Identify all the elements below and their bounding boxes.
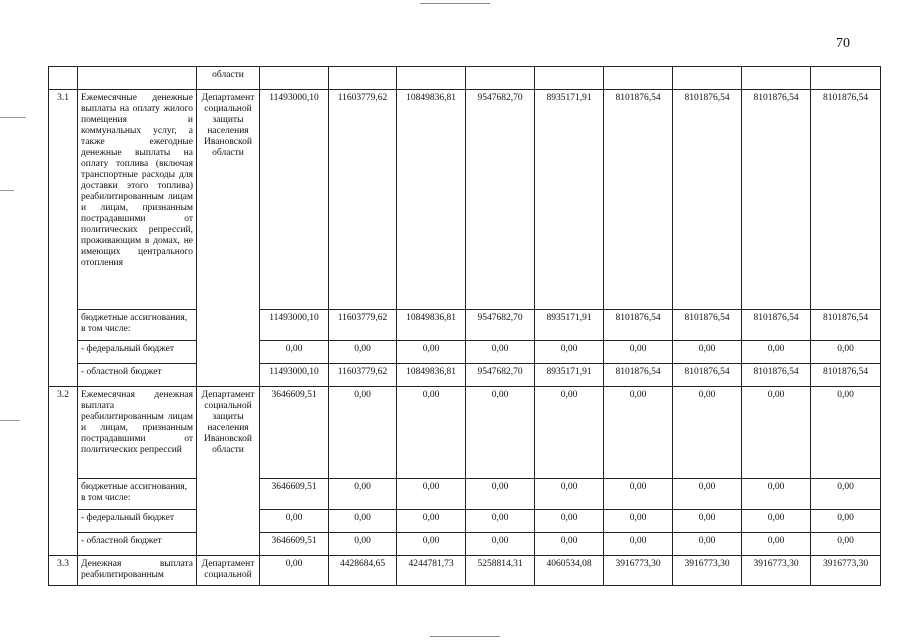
value-cell: 0,00 [535,479,604,510]
table-row [49,533,881,556]
value-cell: 0,00 [535,387,604,479]
row-description: Ежемесячные денежные выплаты на оплату жилого помещения и коммунальных услуг, а также ежегодные денежные выплаты на оплату топлива (включая транспортные расходы для доставки этого топлива) реабилитированным лицам и лицам, признанным пострадавшими от политических репрессий, проживающим в домах, не имеющих центрального отопления [78,90,197,310]
value-cell: 0,00 [742,533,811,556]
table-cell [329,67,397,90]
federal-label: - федеральный бюджет [78,510,197,533]
value-cell: 8101876,54 [811,364,881,387]
value-cell: 4244781,73 [397,556,466,586]
table-cell [78,67,197,90]
value-cell: 0,00 [535,341,604,364]
value-cell: 3916773,30 [673,556,742,586]
value-cell: 8101876,54 [673,364,742,387]
executor-cell: Департамент социальной защиты населения Ивановской области [197,90,260,387]
page-number: 70 [836,36,850,51]
regional-label: - областной бюджет [78,533,197,556]
value-cell: 0,00 [329,479,397,510]
value-cell: 0,00 [329,510,397,533]
value-cell: 0,00 [535,533,604,556]
value-cell: 0,00 [466,479,535,510]
value-cell: 11603779,62 [329,364,397,387]
value-cell: 8935171,91 [535,310,604,341]
value-cell: 4060534,08 [535,556,604,586]
value-cell: 0,00 [466,533,535,556]
table-cell [397,67,466,90]
value-cell: 3916773,30 [604,556,673,586]
value-cell: 0,00 [604,387,673,479]
executor-cell: Департамент социальной защиты населения Ивановской области [197,387,260,556]
value-cell: 9547682,70 [466,364,535,387]
value-cell: 0,00 [673,387,742,479]
table-row [49,310,881,341]
scan-line-top [420,3,490,4]
value-cell: 8935171,91 [535,90,604,310]
value-cell: 11493000,10 [260,364,329,387]
value-cell: 11603779,62 [329,310,397,341]
value-cell: 0,00 [742,387,811,479]
value-cell: 0,00 [329,341,397,364]
value-cell: 9547682,70 [466,310,535,341]
value-cell: 0,00 [260,556,329,586]
row-index: 3.3 [49,556,78,586]
scan-line-bottom [430,636,500,637]
value-cell: 0,00 [604,510,673,533]
value-cell: 0,00 [329,387,397,479]
budget-label: бюджетные ассигнования, в том числе: [78,479,197,510]
value-cell: 10849836,81 [397,364,466,387]
value-cell: 0,00 [673,510,742,533]
budget-table [48,66,881,586]
row-index: 3.1 [49,90,78,387]
value-cell: 0,00 [811,533,881,556]
table-cell [49,67,78,90]
table-cell [811,67,881,90]
table-row [49,364,881,387]
table-row [49,479,881,510]
value-cell: 0,00 [673,533,742,556]
value-cell: 4428684,65 [329,556,397,586]
value-cell: 0,00 [397,387,466,479]
table-cell [604,67,673,90]
table-row [49,90,881,310]
value-cell: 0,00 [397,533,466,556]
value-cell: 0,00 [673,479,742,510]
value-cell: 0,00 [811,341,881,364]
value-cell: 8101876,54 [604,310,673,341]
value-cell: 3916773,30 [742,556,811,586]
value-cell: 0,00 [397,510,466,533]
value-cell: 8935171,91 [535,364,604,387]
value-cell: 11493000,10 [260,310,329,341]
table-cell [260,67,329,90]
value-cell: 0,00 [673,341,742,364]
budget-label: бюджетные ассигнования, в том числе: [78,310,197,341]
value-cell: 0,00 [742,510,811,533]
row-description: Ежемесячная денежная выплата реабилитированным лицам и лицам, признанным пострадавшими от политических репрессий [78,387,197,479]
table-cell [535,67,604,90]
table-row [49,510,881,533]
scan-mark [0,190,14,191]
table-cell [673,67,742,90]
value-cell: 8101876,54 [673,310,742,341]
row-description: Денежная выплата реабилитированным [78,556,197,586]
value-cell: 0,00 [811,510,881,533]
value-cell: 8101876,54 [742,364,811,387]
value-cell: 8101876,54 [742,90,811,310]
value-cell: 0,00 [329,533,397,556]
value-cell: 0,00 [604,533,673,556]
table-row [49,341,881,364]
table-header-row [49,67,881,90]
value-cell: 0,00 [260,510,329,533]
table-row [49,387,881,479]
value-cell: 0,00 [466,341,535,364]
table-row [49,556,881,586]
value-cell: 10849836,81 [397,90,466,310]
value-cell: 0,00 [742,341,811,364]
scan-mark [0,117,26,118]
value-cell: 5258814,31 [466,556,535,586]
value-cell: 11493000,10 [260,90,329,310]
value-cell: 0,00 [604,341,673,364]
regional-label: - областной бюджет [78,364,197,387]
row-index: 3.2 [49,387,78,556]
value-cell: 8101876,54 [604,364,673,387]
scan-mark [0,420,20,421]
value-cell: 0,00 [535,510,604,533]
value-cell: 0,00 [466,387,535,479]
value-cell: 8101876,54 [742,310,811,341]
value-cell: 0,00 [260,341,329,364]
executor-cell: области [197,67,260,90]
value-cell: 0,00 [397,341,466,364]
value-cell: 8101876,54 [604,90,673,310]
value-cell: 0,00 [604,479,673,510]
value-cell: 8101876,54 [811,310,881,341]
value-cell: 8101876,54 [811,90,881,310]
value-cell: 0,00 [742,479,811,510]
value-cell: 3916773,30 [811,556,881,586]
value-cell: 0,00 [811,387,881,479]
executor-cell: Департамент социальной [197,556,260,586]
value-cell: 3646609,51 [260,533,329,556]
value-cell: 9547682,70 [466,90,535,310]
value-cell: 0,00 [397,479,466,510]
table-cell [742,67,811,90]
value-cell: 8101876,54 [673,90,742,310]
value-cell: 3646609,51 [260,387,329,479]
value-cell: 0,00 [466,510,535,533]
value-cell: 11603779,62 [329,90,397,310]
federal-label: - федеральный бюджет [78,341,197,364]
value-cell: 3646609,51 [260,479,329,510]
value-cell: 0,00 [811,479,881,510]
value-cell: 10849836,81 [397,310,466,341]
table-cell [466,67,535,90]
